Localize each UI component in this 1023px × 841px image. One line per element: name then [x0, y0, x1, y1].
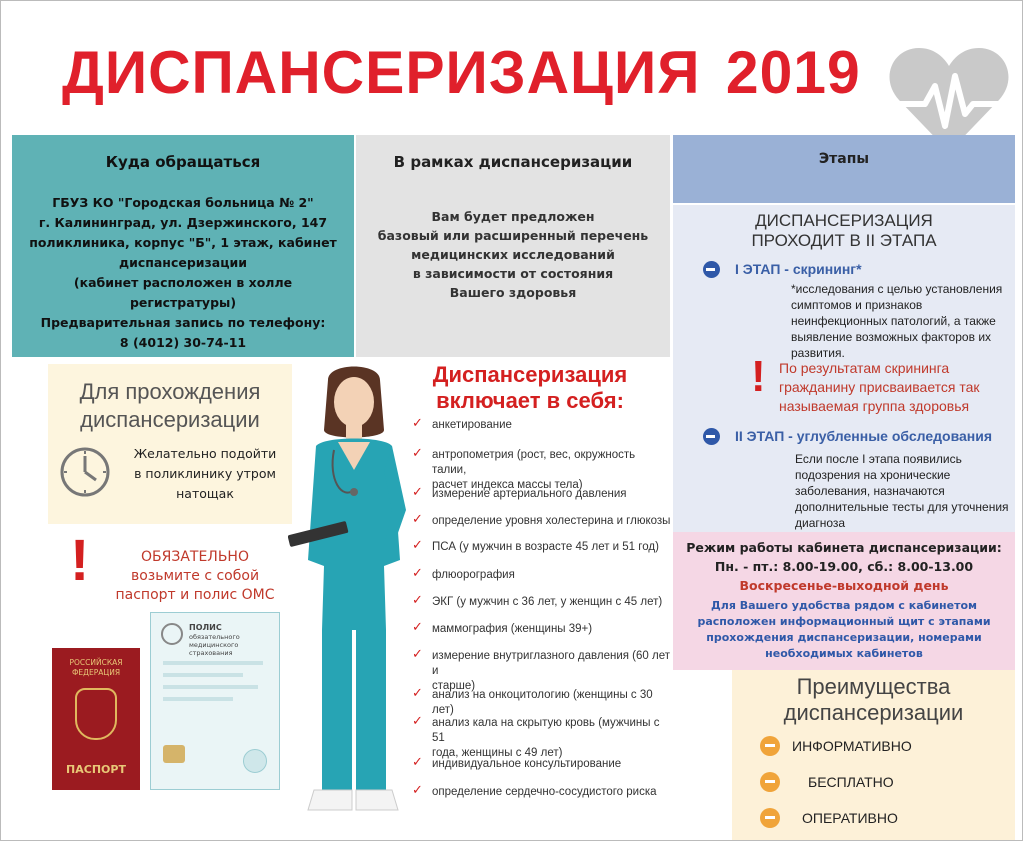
includes-item: ЭКГ (у мужчин с 36 лет, у женщин с 45 лет)	[432, 596, 663, 608]
stage1-title: I ЭТАП - скрининг*	[735, 261, 862, 277]
where-line: г. Калининград, ул. Дзержинского, 147	[38, 215, 328, 230]
stage2-note: дополнительные тесты для уточнения	[795, 500, 1009, 514]
chip-icon	[163, 745, 185, 763]
stage2-title: II ЭТАП - углубленные обследования	[735, 428, 993, 444]
stage2-note: подозрения на хронические	[795, 468, 951, 482]
stage2-note: заболевания, назначаются	[795, 484, 945, 498]
stage2-note: Если после I этапа появились	[795, 452, 962, 466]
where-panel	[12, 135, 354, 357]
advantages-heading: диспансеризации	[783, 700, 964, 725]
stage1-note: *исследования с целью установления	[791, 282, 1003, 296]
passport-country: ФЕДЕРАЦИЯ	[71, 668, 121, 677]
stages-subtitle: ДИСПАНСЕРИЗАЦИЯ	[755, 211, 933, 230]
includes-item: антропометрия (рост, вес, окружность талии, расчет индекса массы тела)	[432, 449, 636, 491]
hours-note: расположен информационный щит с этапами	[697, 615, 991, 628]
warning-line: гражданину присваивается так	[779, 379, 980, 395]
includes-item: определение уровня холестерина и глюкозы	[432, 515, 671, 527]
stages-subtitle: ПРОХОДИТ В II ЭТАПА	[751, 231, 937, 250]
hours-note: необходимых кабинетов	[765, 647, 923, 660]
nurse-image	[288, 360, 418, 840]
phone-number: 8 (4012) 30-74-11	[119, 335, 247, 350]
prep-line: в поликлинику утром	[134, 466, 276, 481]
includes-item: маммография (женщины 39+)	[432, 623, 593, 635]
prep-line: Желательно подойти	[133, 446, 277, 461]
includes-item: измерение внутриглазного давления (60 лет и старше)	[432, 650, 670, 692]
where-heading: Куда обращаться	[105, 153, 261, 171]
mandatory-line: паспорт и полис ОМС	[115, 587, 275, 603]
includes-item: анализ кала на скрытую кровь (мужчины с 51 года, женщины с 49 лет)	[432, 717, 660, 759]
hours-title: Режим работы кабинета диспансеризации:	[686, 540, 1002, 555]
includes-heading-line: Диспансеризация	[432, 362, 628, 387]
warning-line: По результатам скрининга	[779, 360, 950, 376]
scope-line: в зависимости от состояния	[412, 266, 614, 281]
scope-line: медицинских исследований	[411, 247, 615, 262]
arrow-circle-icon	[760, 736, 780, 756]
includes-item: анализ на онкоцитологию (женщины с 30 лет)	[432, 689, 653, 716]
advantage-item: ИНФОРМАТИВНО	[792, 738, 912, 754]
arrow-circle-icon	[703, 261, 720, 278]
where-line: регистратуры)	[129, 295, 237, 310]
mandatory-bang-icon: !	[70, 528, 90, 593]
polis-image	[150, 612, 280, 790]
passport-image	[52, 648, 140, 790]
check-icon: ✓	[412, 714, 423, 729]
includes-item: флюорография	[432, 569, 515, 581]
stage1-note: симптомов и признаков	[791, 298, 923, 312]
includes-item: ПСА (у мужчин в возрасте 45 лет и 51 год)	[432, 541, 659, 553]
advantage-item: ОПЕРАТИВНО	[802, 810, 898, 826]
polis-sub: медицинского страхования	[189, 641, 239, 657]
mandatory-line: ОБЯЗАТЕЛЬНО	[141, 549, 249, 565]
scope-panel	[356, 135, 670, 357]
prep-heading: Для прохождения	[79, 379, 261, 404]
advantages-panel	[732, 670, 1015, 840]
includes-item: определение сердечно-сосудистого риска	[432, 786, 657, 798]
includes-item: индивидуальное консультирование	[432, 758, 622, 770]
check-icon: ✓	[412, 416, 423, 431]
check-icon: ✓	[412, 620, 423, 635]
polis-sub: обязательного	[189, 633, 240, 641]
scope-line: базовый или расширенный перечень	[377, 228, 649, 243]
arrow-circle-icon	[760, 808, 780, 828]
scope-heading: В рамках диспансеризации	[393, 153, 633, 171]
stage1-note: неинфекционных патологий, а также	[791, 314, 996, 328]
hours-schedule: Пн. - пт.: 8.00-19.00, сб.: 8.00-13.00	[714, 559, 974, 574]
page-title: ДИСПАНСЕРИЗАЦИЯ 2019	[62, 39, 861, 106]
warning-line: называемая группа здоровья	[779, 398, 970, 414]
check-icon: ✓	[412, 512, 423, 527]
prep-line: натощак	[176, 486, 234, 501]
stage1-note: развития.	[791, 346, 845, 360]
check-icon: ✓	[412, 485, 423, 500]
check-icon: ✓	[412, 647, 423, 662]
advantage-item: БЕСПЛАТНО	[808, 774, 894, 790]
where-line: диспансеризации	[118, 255, 248, 270]
prep-heading: диспансеризации	[80, 407, 260, 432]
check-icon: ✓	[412, 446, 423, 461]
clock-icon	[58, 442, 112, 500]
coat-of-arms-icon	[75, 688, 117, 740]
check-icon: ✓	[412, 566, 423, 581]
scope-line: Вашего здоровья	[449, 285, 577, 300]
warning-icon: !	[751, 352, 766, 401]
check-icon: ✓	[412, 755, 423, 770]
polis-label: ПОЛИС	[189, 623, 222, 632]
check-icon: ✓	[412, 538, 423, 553]
mandatory-line: возьмите с собой	[130, 568, 260, 584]
where-line: ГБУЗ КО "Городская больница № 2"	[52, 195, 314, 210]
emblem-icon	[161, 623, 183, 645]
mandatory-text	[110, 548, 280, 605]
check-icon: ✓	[412, 686, 423, 701]
stage1-note: выявление возможных факторов их	[791, 330, 992, 344]
check-icon: ✓	[412, 593, 423, 608]
includes-heading-line: включает в себя:	[436, 388, 624, 413]
stages-header	[673, 135, 1015, 203]
hours-note: Для Вашего удобства рядом с кабинетом	[710, 599, 978, 612]
arrow-circle-icon	[760, 772, 780, 792]
hours-panel	[673, 532, 1015, 670]
advantages-heading: Преимущества	[796, 674, 951, 699]
where-line: поликлиника, корпус "Б", 1 этаж, кабинет	[29, 235, 337, 250]
stages-heading: Этапы	[818, 151, 870, 167]
arrow-circle-icon	[703, 428, 720, 445]
hologram-icon	[243, 749, 267, 773]
passport-label: ПАСПОРТ	[66, 763, 126, 776]
passport-country: РОССИЙСКАЯ	[69, 658, 123, 667]
check-icon: ✓	[412, 783, 423, 798]
scope-line: Вам будет предложен	[431, 209, 595, 224]
stages-panel	[673, 205, 1015, 532]
includes-item: анкетирование	[432, 419, 512, 431]
hours-note: прохождения диспансеризации, номерами	[706, 631, 982, 644]
includes-heading	[410, 362, 650, 414]
stage2-note: диагноза	[795, 516, 846, 530]
where-line: Предварительная запись по телефону:	[40, 315, 326, 330]
where-line: (кабинет расположен в холле	[73, 275, 293, 290]
hours-dayoff: Воскресенье-выходной день	[739, 578, 949, 593]
includes-item: измерение артериального давления	[432, 488, 627, 500]
